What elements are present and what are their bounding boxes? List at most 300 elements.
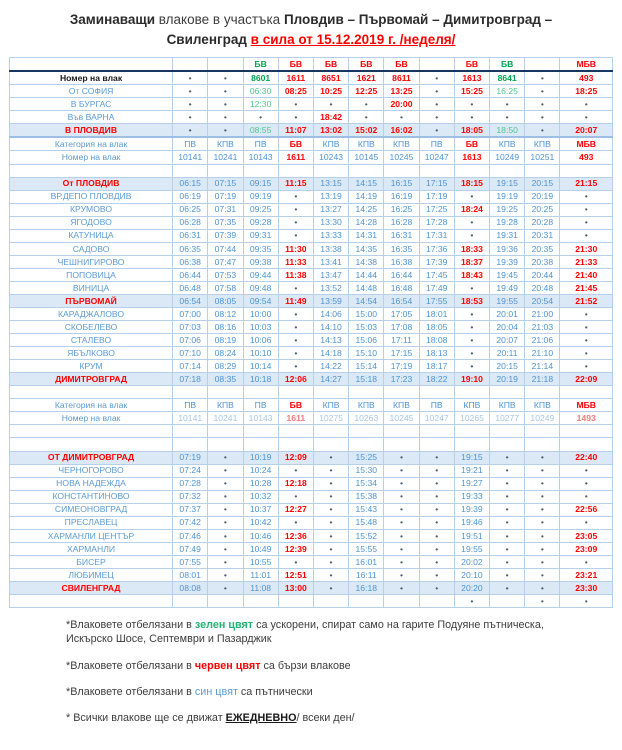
footnote-red-trains: *Влаковете отбелязани в червен цвят са бързи влакове <box>66 659 351 672</box>
time-cell: 18:24 <box>454 203 489 216</box>
table-row <box>10 516 613 529</box>
table-row <box>10 490 613 503</box>
no-stop-dot: • <box>419 490 454 503</box>
no-stop-dot: • <box>419 464 454 477</box>
time-cell: 13:47 <box>313 268 348 281</box>
time-cell: 16:01 <box>349 555 384 568</box>
time-cell: 20:48 <box>525 281 560 294</box>
time-cell: 21:40 <box>560 268 613 281</box>
time-cell: 14:38 <box>349 255 384 268</box>
empty-cell <box>419 164 454 177</box>
time-cell: 07:10 <box>173 347 208 360</box>
no-stop-dot: • <box>560 360 613 373</box>
time-cell: 1493 <box>560 412 613 425</box>
no-stop-dot: • <box>490 529 525 542</box>
time-cell: 10241 <box>208 412 243 425</box>
time-cell: 09:31 <box>243 229 278 242</box>
train-category-cell: ПВ <box>173 399 208 412</box>
time-cell: 15:34 <box>349 477 384 490</box>
time-cell: 14:35 <box>349 242 384 255</box>
no-stop-dot: • <box>384 111 419 124</box>
no-stop-dot: • <box>313 542 348 555</box>
station-label: От ПЛОВДИВ <box>10 177 173 190</box>
time-cell: 19:15 <box>490 177 525 190</box>
time-cell: 10141 <box>173 412 208 425</box>
no-stop-dot: • <box>560 464 613 477</box>
time-cell: 10249 <box>525 412 560 425</box>
empty-cell <box>419 595 454 608</box>
no-stop-dot: • <box>525 124 560 138</box>
time-cell: 08:05 <box>208 294 243 307</box>
time-cell: 21:03 <box>525 321 560 334</box>
time-cell: 1621 <box>349 71 384 85</box>
no-stop-dot: • <box>208 111 243 124</box>
train-category-cell: КПВ <box>454 399 489 412</box>
time-cell: 15:06 <box>349 334 384 347</box>
no-stop-dot: • <box>560 477 613 490</box>
station-label: СВИЛЕНГРАД <box>10 582 173 595</box>
no-stop-dot: • <box>349 111 384 124</box>
time-cell: 08:19 <box>208 334 243 347</box>
table-row <box>10 464 613 477</box>
time-cell: 07:53 <box>208 268 243 281</box>
no-stop-dot: • <box>454 111 489 124</box>
time-cell: 1611 <box>278 71 313 85</box>
no-stop-dot: • <box>419 568 454 581</box>
no-stop-dot: • <box>313 555 348 568</box>
time-cell: 10245 <box>384 151 419 164</box>
no-stop-dot: • <box>384 503 419 516</box>
no-stop-dot: • <box>419 98 454 111</box>
station-label: ПРЕСЛАВЕЦ <box>10 516 173 529</box>
time-cell: 10275 <box>313 412 348 425</box>
empty-cell <box>173 164 208 177</box>
time-cell: 17:45 <box>419 268 454 281</box>
time-cell: 15:02 <box>349 124 384 138</box>
time-cell: 19:21 <box>454 464 489 477</box>
station-label: СКОБЕЛЕВО <box>10 321 173 334</box>
time-cell: 07:32 <box>173 490 208 503</box>
time-cell: 15:10 <box>349 347 384 360</box>
empty-cell <box>454 164 489 177</box>
no-stop-dot: • <box>560 334 613 347</box>
time-cell: 14:27 <box>313 373 348 386</box>
empty-cell <box>454 425 489 438</box>
time-cell: 18:05 <box>454 124 489 138</box>
no-stop-dot: • <box>419 85 454 98</box>
train-category-cell: КПВ <box>313 137 348 151</box>
empty-cell <box>490 438 525 451</box>
no-stop-dot: • <box>490 477 525 490</box>
time-cell: 09:28 <box>243 216 278 229</box>
time-cell: 06:28 <box>173 216 208 229</box>
no-stop-dot: • <box>560 595 613 608</box>
no-stop-dot: • <box>243 111 278 124</box>
no-stop-dot: • <box>454 321 489 334</box>
time-cell: 10:55 <box>243 555 278 568</box>
time-cell: 21:33 <box>560 255 613 268</box>
station-label: ЧЕРНОГОРОВО <box>10 464 173 477</box>
empty-cell <box>525 164 560 177</box>
no-stop-dot: • <box>419 124 454 138</box>
empty-cell <box>349 595 384 608</box>
time-cell: 22:56 <box>560 503 613 516</box>
empty-cell <box>419 58 454 72</box>
no-stop-dot: • <box>173 124 208 138</box>
empty-cell <box>384 438 419 451</box>
table-row <box>10 386 613 399</box>
no-stop-dot: • <box>384 568 419 581</box>
time-cell: 08:01 <box>173 568 208 581</box>
time-cell: 18:50 <box>490 124 525 138</box>
time-cell: 19:36 <box>490 242 525 255</box>
no-stop-dot: • <box>560 516 613 529</box>
station-label: ХАРМАНЛИ ЦЕНТЪР <box>10 529 173 542</box>
train-category-cell: МБВ <box>560 137 613 151</box>
time-cell: 13:41 <box>313 255 348 268</box>
empty-cell <box>313 425 348 438</box>
time-cell: 493 <box>560 151 613 164</box>
no-stop-dot: • <box>313 516 348 529</box>
table-row <box>10 542 613 555</box>
time-cell: 18:25 <box>560 85 613 98</box>
time-cell: 16:25 <box>490 85 525 98</box>
no-stop-dot: • <box>560 308 613 321</box>
no-stop-dot: • <box>278 347 313 360</box>
station-label: СТАЛЕВО <box>10 334 173 347</box>
time-cell: 14:13 <box>313 334 348 347</box>
no-stop-dot: • <box>278 490 313 503</box>
empty-cell <box>278 386 313 399</box>
station-label: ДИМИТРОВГРАД <box>10 373 173 386</box>
station-label: Категория на влак <box>10 137 173 151</box>
time-cell: 12:51 <box>278 568 313 581</box>
no-stop-dot: • <box>313 529 348 542</box>
time-cell: 09:38 <box>243 255 278 268</box>
time-cell: 20:07 <box>560 124 613 138</box>
empty-cell <box>560 164 613 177</box>
no-stop-dot: • <box>384 542 419 555</box>
no-stop-dot: • <box>560 490 613 503</box>
time-cell: 09:54 <box>243 294 278 307</box>
train-category-cell: КПВ <box>208 137 243 151</box>
time-cell: 21:45 <box>560 281 613 294</box>
empty-cell <box>384 425 419 438</box>
empty-cell <box>525 438 560 451</box>
time-cell: 18:33 <box>454 242 489 255</box>
time-cell: 21:30 <box>560 242 613 255</box>
train-category-cell: БВ <box>243 58 278 72</box>
no-stop-dot: • <box>278 321 313 334</box>
time-cell: 10247 <box>419 151 454 164</box>
time-cell: 15:00 <box>349 308 384 321</box>
no-stop-dot: • <box>560 321 613 334</box>
no-stop-dot: • <box>525 568 560 581</box>
no-stop-dot: • <box>278 281 313 294</box>
empty-cell <box>208 164 243 177</box>
no-stop-dot: • <box>525 516 560 529</box>
station-label: ЯГОДОВО <box>10 216 173 229</box>
train-category-cell: ПВ <box>419 399 454 412</box>
no-stop-dot: • <box>208 503 243 516</box>
time-cell: 06:30 <box>243 85 278 98</box>
no-stop-dot: • <box>419 529 454 542</box>
time-cell: 06:25 <box>173 203 208 216</box>
no-stop-dot: • <box>278 308 313 321</box>
time-cell: 14:15 <box>349 177 384 190</box>
empty-cell <box>243 164 278 177</box>
time-cell: 07:19 <box>173 451 208 464</box>
empty-cell <box>490 164 525 177</box>
no-stop-dot: • <box>208 477 243 490</box>
station-label: ВР.ДЕПО ПЛОВДИВ <box>10 190 173 203</box>
no-stop-dot: • <box>454 229 489 242</box>
time-cell: 15:55 <box>349 542 384 555</box>
time-cell: 19:15 <box>454 451 489 464</box>
time-cell: 12:36 <box>278 529 313 542</box>
title-route: Пловдив – Първомай – Димитровград – Свиленград <box>166 12 553 47</box>
time-cell: 10:10 <box>243 347 278 360</box>
no-stop-dot: • <box>278 190 313 203</box>
time-cell: 21:15 <box>560 177 613 190</box>
time-cell: 15:43 <box>349 503 384 516</box>
train-category-cell: ПВ <box>419 137 454 151</box>
station-label: СИМЕОНОВГРАД <box>10 503 173 516</box>
station-label: Номер на влак <box>10 412 173 425</box>
time-cell: 20:19 <box>490 373 525 386</box>
time-cell: 17:23 <box>384 373 419 386</box>
station-label: ОТ ДИМИТРОВГРАД <box>10 451 173 464</box>
time-cell: 07:15 <box>208 177 243 190</box>
time-cell: 20:25 <box>525 203 560 216</box>
time-cell: 14:22 <box>313 360 348 373</box>
no-stop-dot: • <box>490 111 525 124</box>
no-stop-dot: • <box>313 451 348 464</box>
train-category-cell: КПВ <box>349 137 384 151</box>
no-stop-dot: • <box>419 582 454 595</box>
time-cell: 20:15 <box>525 177 560 190</box>
train-category-cell: КПВ <box>384 137 419 151</box>
empty-cell <box>384 595 419 608</box>
empty-cell <box>313 438 348 451</box>
no-stop-dot: • <box>173 98 208 111</box>
table-row <box>10 503 613 516</box>
empty-cell <box>490 425 525 438</box>
time-cell: 11:07 <box>278 124 313 138</box>
time-cell: 11:33 <box>278 255 313 268</box>
no-stop-dot: • <box>278 334 313 347</box>
table-row <box>10 281 613 294</box>
time-cell: 10:25 <box>313 85 348 98</box>
time-cell: 09:19 <box>243 190 278 203</box>
time-cell: 23:21 <box>560 568 613 581</box>
title-trains-in-section: влакове в участъка <box>155 12 284 27</box>
time-cell: 13:38 <box>313 242 348 255</box>
table-row <box>10 216 613 229</box>
train-category-cell: КПВ <box>525 399 560 412</box>
station-label: ХАРМАНЛИ <box>10 542 173 555</box>
no-stop-dot: • <box>208 451 243 464</box>
title-valid-from: в сила от 15.12.2019 г. /неделя/ <box>250 31 456 47</box>
no-stop-dot: • <box>313 477 348 490</box>
empty-label-cell <box>10 425 173 438</box>
time-cell: 16:11 <box>349 568 384 581</box>
time-cell: 14:25 <box>349 203 384 216</box>
time-cell: 19:28 <box>490 216 525 229</box>
no-stop-dot: • <box>419 477 454 490</box>
no-stop-dot: • <box>208 582 243 595</box>
empty-cell <box>419 438 454 451</box>
time-cell: 20:19 <box>525 190 560 203</box>
train-category-cell: МБВ <box>560 399 613 412</box>
time-cell: 15:48 <box>349 516 384 529</box>
time-cell: 13:19 <box>313 190 348 203</box>
table-row <box>10 98 613 111</box>
time-cell: 14:31 <box>349 229 384 242</box>
table-row <box>10 71 613 85</box>
time-cell: 10:37 <box>243 503 278 516</box>
train-category-cell: БВ <box>313 58 348 72</box>
time-cell: 07:00 <box>173 308 208 321</box>
time-cell: 14:19 <box>349 190 384 203</box>
table-row <box>10 294 613 307</box>
time-cell: 08:25 <box>278 85 313 98</box>
empty-cell <box>278 438 313 451</box>
time-cell: 16:15 <box>384 177 419 190</box>
table-row <box>10 268 613 281</box>
time-cell: 10:24 <box>243 464 278 477</box>
time-cell: 13:15 <box>313 177 348 190</box>
time-cell: 20:38 <box>525 255 560 268</box>
time-cell: 06:38 <box>173 255 208 268</box>
time-cell: 10243 <box>313 151 348 164</box>
station-label: ПОПОВИЦА <box>10 268 173 281</box>
time-cell: 07:49 <box>173 542 208 555</box>
no-stop-dot: • <box>313 98 348 111</box>
station-label: ЧЕШНИГИРОВО <box>10 255 173 268</box>
train-category-cell: КПВ <box>349 399 384 412</box>
no-stop-dot: • <box>525 477 560 490</box>
time-cell: 20:28 <box>525 216 560 229</box>
time-cell: 21:06 <box>525 334 560 347</box>
no-stop-dot: • <box>384 582 419 595</box>
time-cell: 21:00 <box>525 308 560 321</box>
station-label: КРУМОВО <box>10 203 173 216</box>
time-cell: 21:52 <box>560 294 613 307</box>
empty-cell <box>349 386 384 399</box>
table-row <box>10 137 613 151</box>
empty-cell <box>490 386 525 399</box>
train-category-cell: КПВ <box>208 399 243 412</box>
no-stop-dot: • <box>208 568 243 581</box>
empty-cell <box>278 164 313 177</box>
table-row <box>10 334 613 347</box>
time-cell: 12:39 <box>278 542 313 555</box>
time-cell: 14:06 <box>313 308 348 321</box>
table-row <box>10 477 613 490</box>
time-cell: 10:28 <box>243 477 278 490</box>
time-cell: 18:01 <box>419 308 454 321</box>
empty-cell <box>454 386 489 399</box>
time-cell: 17:05 <box>384 308 419 321</box>
time-cell: 07:06 <box>173 334 208 347</box>
table-row <box>10 321 613 334</box>
no-stop-dot: • <box>278 555 313 568</box>
no-stop-dot: • <box>419 451 454 464</box>
time-cell: 13:02 <box>313 124 348 138</box>
no-stop-dot: • <box>560 216 613 229</box>
time-cell: 15:30 <box>349 464 384 477</box>
table-row <box>10 373 613 386</box>
no-stop-dot: • <box>525 582 560 595</box>
time-cell: 20:20 <box>454 582 489 595</box>
table-row <box>10 399 613 412</box>
time-cell: 10241 <box>208 151 243 164</box>
empty-cell <box>278 595 313 608</box>
time-cell: 17:19 <box>419 190 454 203</box>
time-cell: 18:42 <box>313 111 348 124</box>
time-cell: 10:32 <box>243 490 278 503</box>
time-cell: 10249 <box>490 151 525 164</box>
time-cell: 20:54 <box>525 294 560 307</box>
time-cell: 13:00 <box>278 582 313 595</box>
time-cell: 17:11 <box>384 334 419 347</box>
empty-label-cell <box>10 595 173 608</box>
time-cell: 06:19 <box>173 190 208 203</box>
time-cell: 07:39 <box>208 229 243 242</box>
time-cell: 19:19 <box>490 190 525 203</box>
time-cell: 07:35 <box>208 216 243 229</box>
no-stop-dot: • <box>454 347 489 360</box>
no-stop-dot: • <box>525 85 560 98</box>
time-cell: 16:25 <box>384 203 419 216</box>
table-row <box>10 151 613 164</box>
empty-cell <box>173 425 208 438</box>
time-cell: 10263 <box>349 412 384 425</box>
train-category-cell: БВ <box>454 58 489 72</box>
table-row <box>10 595 613 608</box>
time-cell: 10145 <box>349 151 384 164</box>
train-category-cell: ПВ <box>243 399 278 412</box>
train-category-cell: ПВ <box>173 137 208 151</box>
time-cell: 1611 <box>278 412 313 425</box>
time-cell: 10265 <box>454 412 489 425</box>
empty-cell <box>173 386 208 399</box>
time-cell: 11:49 <box>278 294 313 307</box>
no-stop-dot: • <box>208 71 243 85</box>
time-cell: 17:31 <box>419 229 454 242</box>
empty-cell <box>454 438 489 451</box>
time-cell: 13:30 <box>313 216 348 229</box>
time-cell: 10143 <box>243 412 278 425</box>
time-cell: 12:18 <box>278 477 313 490</box>
time-cell: 09:35 <box>243 242 278 255</box>
empty-cell <box>173 58 208 72</box>
time-cell: 21:10 <box>525 347 560 360</box>
no-stop-dot: • <box>490 490 525 503</box>
daily-label: ЕЖЕДНЕВНО <box>225 712 297 725</box>
time-cell: 17:08 <box>384 321 419 334</box>
time-cell: 06:31 <box>173 229 208 242</box>
time-cell: 06:15 <box>173 177 208 190</box>
time-cell: 12:25 <box>349 85 384 98</box>
time-cell: 16:31 <box>384 229 419 242</box>
time-cell: 18:22 <box>419 373 454 386</box>
time-cell: 10:00 <box>243 308 278 321</box>
time-cell: 18:37 <box>454 255 489 268</box>
train-category-cell: КПВ <box>490 399 525 412</box>
table-row <box>10 229 613 242</box>
